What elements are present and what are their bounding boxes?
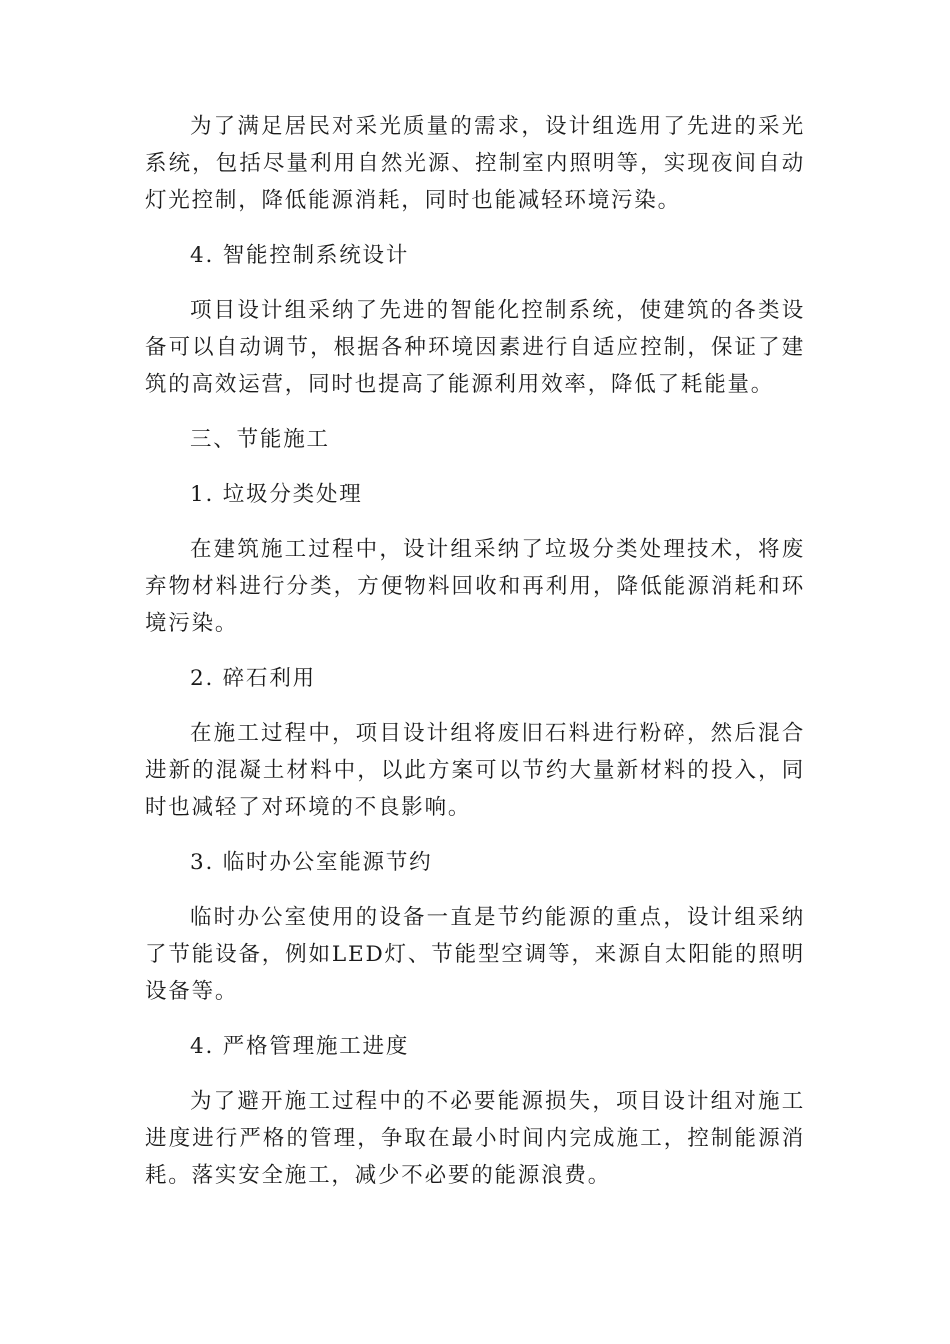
paragraph-waste-sorting: 在建筑施工过程中，设计组采纳了垃圾分类处理技术，将废弃物材料进行分类，方便物料回收和再利用，降低能源消耗和环境污染。: [145, 537, 805, 636]
heading-waste-sorting: 1. 垃圾分类处理: [190, 482, 363, 507]
heading-schedule-management: 4. 严格管理施工进度: [190, 1034, 410, 1059]
paragraph-lighting-system: 为了满足居民对采光质量的需求，设计组选用了先进的采光系统，包括尽量利用自然光源、控制室内照明等，实现夜间自动灯光控制，降低能源消耗，同时也能减轻环境污染。: [145, 114, 805, 213]
paragraph-gravel-reuse: 在施工过程中，项目设计组将废旧石料进行粉碎，然后混合进新的混凝土材料中，以此方案可以节约大量新材料的投入，同时也减轻了对环境的不良影响。: [145, 721, 805, 820]
heading-gravel-reuse: 2. 碎石利用: [190, 666, 316, 691]
section-heading-energy-construction: 三、节能施工: [190, 427, 330, 452]
document-body: [145, 108, 805, 1212]
heading-temporary-office: 3. 临时办公室能源节约: [190, 850, 433, 875]
paragraph-temporary-office: 临时办公室使用的设备一直是节约能源的重点，设计组采纳了节能设备，例如LED灯、节能型空调等，来源自太阳能的照明设备等。: [145, 905, 805, 1004]
paragraph-smart-control: 项目设计组采纳了先进的智能化控制系统，使建筑的各类设备可以自动调节，根据各种环境因素进行自适应控制，保证了建筑的高效运营，同时也提高了能源利用效率，降低了耗能量。: [145, 298, 805, 397]
heading-smart-control: 4. 智能控制系统设计: [190, 243, 410, 268]
paragraph-schedule-management: 为了避开施工过程中的不必要能源损失，项目设计组对施工进度进行严格的管理，争取在最小时间内完成施工，控制能源消耗。落实安全施工，减少不必要的能源浪费。: [145, 1089, 805, 1188]
